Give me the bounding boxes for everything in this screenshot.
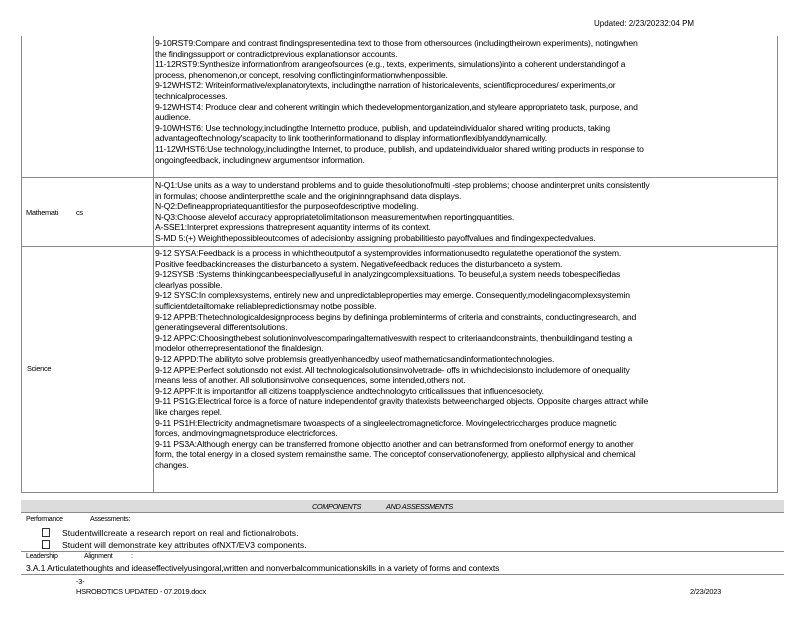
footer-filename: HSROBOTICS UPDATED - 07.2019.docx	[76, 587, 207, 596]
math-label-part2: cs	[76, 208, 83, 217]
table-bottom-line	[21, 574, 784, 575]
leadership-divider	[21, 551, 784, 552]
table-divider-right	[777, 36, 778, 493]
math-standards	[155, 180, 650, 244]
performance-label: Performance	[26, 516, 63, 523]
assessment-text: Studentwillcreate a research report on real and fictionalrobots.	[62, 528, 299, 538]
band-bottom-line	[21, 512, 784, 513]
leadership-label: Leadership	[26, 553, 58, 560]
standard-line: S-MD 5:(+) Weighthepossibleoutcomes of adecisionby assigning probabilitiesto payoffvalues and findingexpectedvalues.	[155, 232, 596, 243]
standard-line: 9-12 APPD:The abilityto solve problemsis greatlyenhancedby useof mathematicsandinformationtechnologies.	[155, 353, 555, 364]
leadership-standard: 3.A.1 Articulatethoughts and ideaseffectivelyusingoral,written and nonverbalcommunicationskills in a variety of forms and contexts	[26, 563, 500, 573]
standard-line: modelor otherrepresentationof the finaldesign.	[155, 343, 324, 354]
standard-line: N-Q3:Choose alevelof accuracy appropriatetolimitationson measurementwhen reportingquantities.	[155, 211, 515, 222]
standard-line: 9-12 APPC:Choosingthebest solutioninvolvescomparingalternativeswith respect to criteriaandconstraints, thenbuildingand testing a	[155, 332, 633, 343]
standard-line: 9-12 SYSA:Feedback is a process in whichtheoutputof a systemprovides informationusedto regulatethe operationof the system.	[155, 248, 622, 258]
assessment-item	[42, 540, 307, 550]
checkbox-icon	[42, 528, 50, 537]
standard-line: audience.	[155, 112, 191, 123]
standard-line: like charges repel.	[155, 406, 222, 417]
assessments-heading: AND ASSESSMENTS	[386, 502, 453, 511]
standard-line: 9-11 PS1G:Electrical force is a force of nature independentof gravity thatexists betweencharged objects. Opposite charges attract while	[155, 396, 649, 407]
row-divider-ela	[21, 177, 778, 178]
standard-line: 11-12RST9:Synthesize informationfrom arangeofsources (e.g., texts, experiments, simulations)into a coherent understandingof a	[155, 59, 626, 70]
components-heading: COMPONENTS	[312, 502, 361, 511]
standard-line: N-Q2:Defineappropriatequantitiesfor the purposeofdescriptive modeling.	[155, 201, 419, 212]
standard-line: means less of another. All solutionsinvolve consequences, some intended,others not.	[155, 375, 466, 386]
standard-line: 9-11 PS1H:Electricity andmagnetismare twoaspects of a singleelectromagneticforce. Movingelectriccharges produce magnetic	[155, 417, 617, 428]
science-label: Science	[27, 364, 52, 373]
standard-line: N-Q1:Use units as a way to understand problems and to guide thesolutionofmulti -step problems; choose andinterpret units consistently	[155, 180, 650, 190]
standard-line: form, the total energy in a closed system remainsthe same. The conceptof conservationofenergy, appliesto allphysical and chemical	[155, 449, 636, 460]
standard-line: 9-12WHST4: Produce clear and coherent writingin which thedevelopmentorganization,and styleare appropriateto task, purpose, and	[155, 101, 638, 112]
table-divider-left	[21, 36, 22, 493]
standard-line: the findingssupport or contradictprevious explanationsor accounts.	[155, 48, 398, 59]
standard-line: changes.	[155, 459, 189, 470]
assessment-text: Student will demonstrate key attributes ofNXT/EV3 components.	[62, 540, 307, 550]
standard-line: forces, andmovingmagnetsproduce electricforces.	[155, 428, 338, 439]
standard-line: technicalprocesses.	[155, 90, 228, 101]
math-label-part1: Mathemati	[26, 208, 58, 217]
standard-line: A-SSE1:Interpret expressions thatrepresent aquantity interms of its context.	[155, 222, 431, 233]
standard-line: 9-11 PS3A:Although energy can be transferred fromone objectto another and can betransformed from oneformof energy to another	[155, 438, 634, 449]
standard-line: 9-12SYSB :Systems thinkingcanbeespeciallyuseful in analyzingcomplexsituations. To beuseful,a system needs tobespecifiedas	[155, 269, 621, 280]
standard-line: clearlyas possible.	[155, 279, 223, 290]
standard-line: sufficientdetailtomake reliablepredictionsmay notbe possible.	[155, 300, 377, 311]
standard-line: 9-12 SYSC:In complexsystems, entirely new and unpredictableproperties may emerge. Consequently,modelingacomplexsystemin	[155, 290, 630, 301]
row-divider-math	[21, 246, 778, 247]
assessments-label: Assessments:	[90, 516, 130, 523]
page-number: -3-	[76, 577, 85, 586]
checkbox-icon	[42, 540, 50, 549]
assessment-item	[42, 528, 298, 538]
standard-line: in formulas; choose andinterpretthe scale and the origininngraphsand data displays.	[155, 190, 462, 201]
footer-date: 2/23/2023	[690, 587, 722, 596]
standard-line: 9-10WHST6: Use technology,includingthe Internetto produce, publish, and updateindividualor shared writing products, taking	[155, 122, 610, 133]
table-divider-column	[153, 36, 154, 493]
standard-line: 11-12WHST6:Use technology,includingthe Internet, to produce, publish, and updateindividualor shared writing products in response to	[155, 143, 644, 154]
standard-line: 9-12 APPE:Perfect solutionsdo not exist. All technologicalsolutionsinvolvetrade- offs in whichdecisionsto includemore of onequality	[155, 364, 630, 375]
standard-line: 9-12 APPB:Thetechnologicaldesignprocess begins by defininga probleminterms of criteria and constraints, conductingresearch, and	[155, 311, 637, 322]
standard-line: process, phenomenon,or concept, resolving conflictinginformationwhenpossible.	[155, 69, 448, 80]
standard-line: Positive feedbackincreases the disturbanceto a system. Negativefeedback reduces the disturbanceto a system.	[155, 258, 563, 269]
row-divider-science	[21, 492, 778, 493]
standard-line: 9-10RST9:Compare and contrast findingspresentedina text to those from othersources (includingtheirown experiments), notingwhen	[155, 38, 638, 48]
science-standards	[155, 248, 648, 470]
alignment-colon: :	[131, 553, 133, 560]
standard-line: generatingseveral differentsolutions.	[155, 322, 288, 333]
alignment-label: Alignment	[84, 553, 113, 560]
standard-line: ongoingfeedback, includingnew argumentsor information.	[155, 154, 365, 165]
standard-line: 9-12 APPF:It is importantfor all citizens toapplyscience andtechnologyto criticalissues that influencesociety.	[155, 385, 544, 396]
updated-timestamp: Updated: 2/23/20232:04 PM	[594, 19, 695, 28]
standard-line: advantageoftechnology'scapacity to link tootherinformationand to display informationflexiblyanddynamically.	[155, 133, 547, 144]
ela-standards	[155, 38, 644, 165]
standard-line: 9-12WHST2: Writeinformative/explanatorytexts, includingthe narration of historicalevents, scientificprocedures/ experiments,or	[155, 80, 616, 91]
